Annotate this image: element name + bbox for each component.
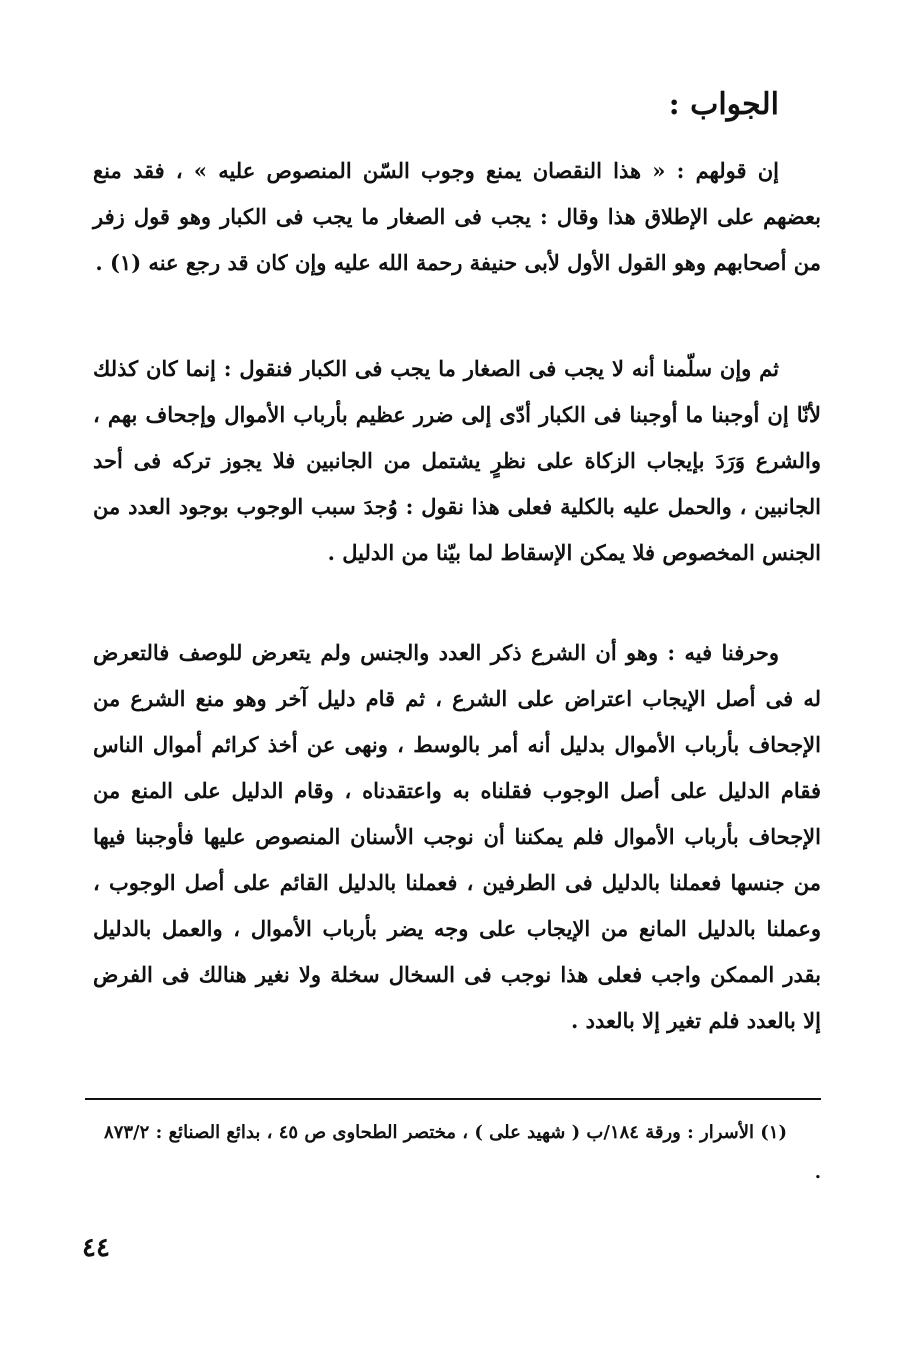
page-number: ٤٤ — [82, 1233, 110, 1263]
section-heading: الجواب : — [668, 87, 779, 122]
body-paragraph-3: وحرفنا فيه : وهو أن الشرع ذكر العدد والجنس ولم يتعرض للوصف فالتعرض له فى أصل الإيجاب اعتراض على الشرع ، ثم قام دليل آخر وهو منع الشرع من الإجحاف بأرباب الأموال بدليل أنه أمر بالوسط ، ونهى عن أخذ كرائم أموال الناس فقام الدليل على أصل الوجوب فقلناه به واعتقدناه ، وقام الدليل على المنع من الإجحاف بأرباب الأموال فلم يمكننا أن نوجب الأسنان المنصوص عليها فأوجبنا فيها من جنسها فعملنا بالدليل فى الطرفين ، فعملنا بالدليل القائم على أصل الوجوب ، وعملنا بالدليل المانع من الإيجاب على وجه يضر بأرباب الأموال ، والعمل بالدليل بقدر الممكن واجب فعلى هذا نوجب فى السخال سخلة ولا نغير هنالك فى الفرض إلا بالعدد فلم تغير إلا بالعدد . — [93, 640, 821, 1033]
body-paragraph-1: إن قولهم : « هذا النقصان يمنع وجوب السّن المنصوص عليه » ، فقد منع بعضهم على الإطلاق هذا وقال : يجب فى الصغار ما يجب فى الكبار وهو قول زفر من أصحابهم وهو القول الأول لأبى حنيفة رحمة الله عليه وإن كان قد رجع عنه (١) . — [93, 158, 821, 275]
footnote: (١) الأسرار : ورقة ١٨٤/ب ( شهيد على ) ، مختصر الطحاوى ص ٤٥ ، بدائع الصنائع : ٨٧٣/٢ . — [104, 1122, 821, 1183]
footnote-separator — [85, 1098, 821, 1100]
body-paragraph-2: ثم وإن سلّمنا أنه لا يجب فى الصغار ما يجب فى الكبار فنقول : إنما كان كذلك لأنّا إن أوجبنا ما أوجبنا فى الكبار أدّى إلى ضرر عظيم بأرباب الأموال وإجحاف بهم ، والشرع وَرَدَ بإيجاب الزكاة على نظرٍ يشتمل من الجانبين فلا يجوز تركه فى أحد الجانبين ، والحمل عليه بالكلية فعلى هذا نقول : وُجدَ سبب الوجوب بوجود العدد من الجنس المخصوص فلا يمكن الإسقاط لما بيّنا من الدليل . — [93, 356, 821, 565]
